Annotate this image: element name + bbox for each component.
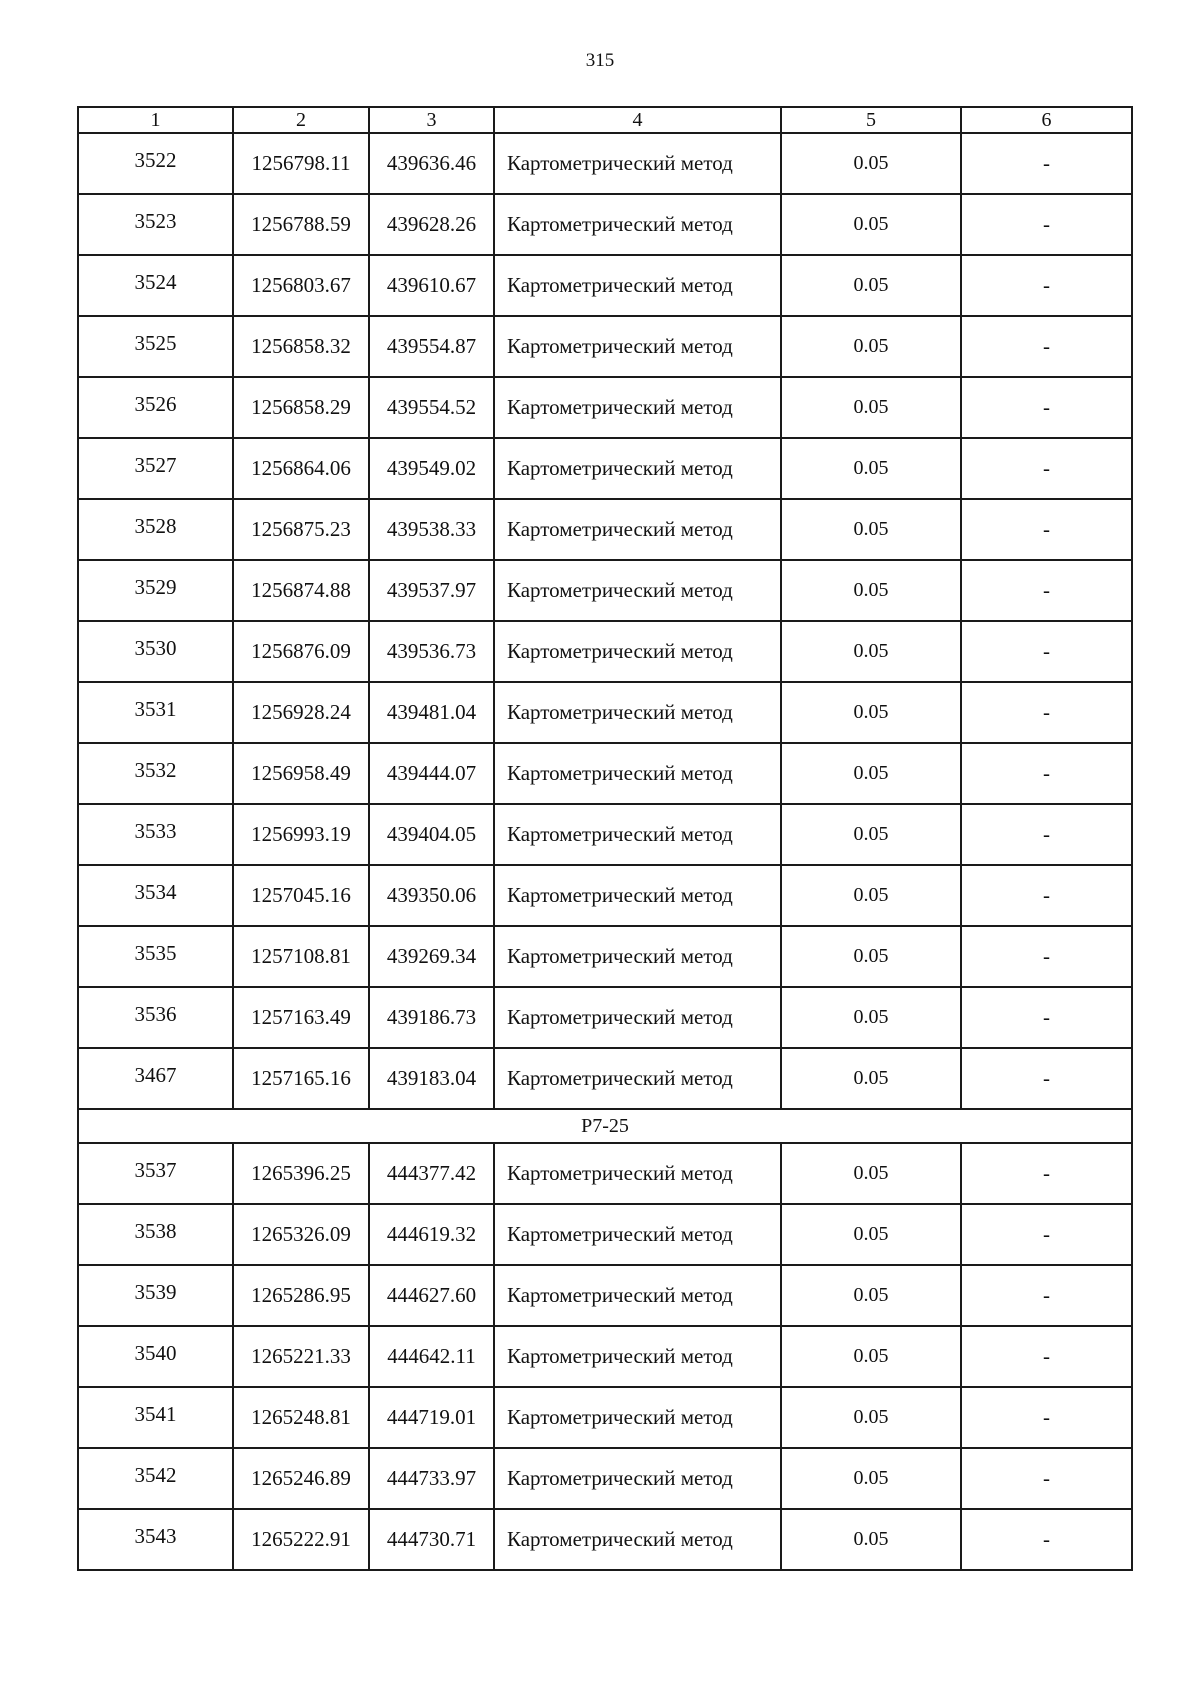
x-coordinate-cell: 1256874.88 xyxy=(233,560,369,621)
method-cell: Картометрический метод xyxy=(494,1143,781,1204)
y-coordinate-cell: 439404.05 xyxy=(369,804,494,865)
note-cell: - xyxy=(961,865,1132,926)
x-coordinate-cell: 1257163.49 xyxy=(233,987,369,1048)
section-title: Р7-25 xyxy=(78,1109,1132,1143)
y-coordinate-cell: 439610.67 xyxy=(369,255,494,316)
accuracy-cell: 0.05 xyxy=(781,987,961,1048)
note-cell: - xyxy=(961,1448,1132,1509)
accuracy-cell: 0.05 xyxy=(781,377,961,438)
x-coordinate-cell: 1265248.81 xyxy=(233,1387,369,1448)
column-header-2: 2 xyxy=(233,107,369,133)
y-coordinate-cell: 444642.11 xyxy=(369,1326,494,1387)
accuracy-cell: 0.05 xyxy=(781,1509,961,1570)
y-coordinate-cell: 444730.71 xyxy=(369,1509,494,1570)
y-coordinate-cell: 439554.87 xyxy=(369,316,494,377)
table-row xyxy=(78,194,1132,255)
y-coordinate-cell: 444619.32 xyxy=(369,1204,494,1265)
accuracy-cell: 0.05 xyxy=(781,1048,961,1109)
method-cell: Картометрический метод xyxy=(494,926,781,987)
note-cell: - xyxy=(961,682,1132,743)
y-coordinate-cell: 439186.73 xyxy=(369,987,494,1048)
accuracy-cell: 0.05 xyxy=(781,1143,961,1204)
table-row xyxy=(78,133,1132,194)
table-row xyxy=(78,438,1132,499)
method-cell: Картометрический метод xyxy=(494,1326,781,1387)
page-number: 315 xyxy=(585,50,615,71)
x-coordinate-cell: 1265246.89 xyxy=(233,1448,369,1509)
method-cell: Картометрический метод xyxy=(494,377,781,438)
accuracy-cell: 0.05 xyxy=(781,865,961,926)
y-coordinate-cell: 439537.97 xyxy=(369,560,494,621)
y-coordinate-cell: 439636.46 xyxy=(369,133,494,194)
accuracy-cell: 0.05 xyxy=(781,743,961,804)
method-cell: Картометрический метод xyxy=(494,1387,781,1448)
method-cell: Картометрический метод xyxy=(494,499,781,560)
note-cell: - xyxy=(961,1509,1132,1570)
accuracy-cell: 0.05 xyxy=(781,682,961,743)
table-body xyxy=(78,133,1132,1570)
x-coordinate-cell: 1256875.23 xyxy=(233,499,369,560)
x-coordinate-cell: 1256803.67 xyxy=(233,255,369,316)
accuracy-cell: 0.05 xyxy=(781,499,961,560)
x-coordinate-cell: 1256958.49 xyxy=(233,743,369,804)
x-coordinate-cell: 1256798.11 xyxy=(233,133,369,194)
point-number-cell: 3539 xyxy=(78,1265,233,1326)
accuracy-cell: 0.05 xyxy=(781,560,961,621)
table-row xyxy=(78,499,1132,560)
method-cell: Картометрический метод xyxy=(494,621,781,682)
method-cell: Картометрический метод xyxy=(494,1048,781,1109)
point-number-cell: 3534 xyxy=(78,865,233,926)
table-row xyxy=(78,1509,1132,1570)
section-row xyxy=(78,1109,1132,1143)
table-row xyxy=(78,377,1132,438)
point-number-cell: 3542 xyxy=(78,1448,233,1509)
y-coordinate-cell: 439444.07 xyxy=(369,743,494,804)
point-number-cell: 3538 xyxy=(78,1204,233,1265)
point-number-cell: 3533 xyxy=(78,804,233,865)
method-cell: Картометрический метод xyxy=(494,1448,781,1509)
table-row xyxy=(78,560,1132,621)
point-number-cell: 3527 xyxy=(78,438,233,499)
accuracy-cell: 0.05 xyxy=(781,255,961,316)
point-number-cell: 3524 xyxy=(78,255,233,316)
table-row xyxy=(78,1143,1132,1204)
note-cell: - xyxy=(961,1387,1132,1448)
x-coordinate-cell: 1265326.09 xyxy=(233,1204,369,1265)
method-cell: Картометрический метод xyxy=(494,1204,781,1265)
note-cell: - xyxy=(961,804,1132,865)
y-coordinate-cell: 439350.06 xyxy=(369,865,494,926)
point-number-cell: 3525 xyxy=(78,316,233,377)
header-row xyxy=(78,107,1132,133)
table-row xyxy=(78,621,1132,682)
table-row xyxy=(78,1048,1132,1109)
accuracy-cell: 0.05 xyxy=(781,926,961,987)
point-number-cell: 3536 xyxy=(78,987,233,1048)
x-coordinate-cell: 1257108.81 xyxy=(233,926,369,987)
note-cell: - xyxy=(961,1326,1132,1387)
column-header-6: 6 xyxy=(961,107,1132,133)
x-coordinate-cell: 1256858.32 xyxy=(233,316,369,377)
y-coordinate-cell: 444627.60 xyxy=(369,1265,494,1326)
method-cell: Картометрический метод xyxy=(494,987,781,1048)
column-header-5: 5 xyxy=(781,107,961,133)
point-number-cell: 3528 xyxy=(78,499,233,560)
note-cell: - xyxy=(961,1048,1132,1109)
accuracy-cell: 0.05 xyxy=(781,1326,961,1387)
accuracy-cell: 0.05 xyxy=(781,1448,961,1509)
point-number-cell: 3526 xyxy=(78,377,233,438)
accuracy-cell: 0.05 xyxy=(781,1387,961,1448)
method-cell: Картометрический метод xyxy=(494,194,781,255)
coordinates-table xyxy=(77,106,1133,1571)
point-number-cell: 3537 xyxy=(78,1143,233,1204)
y-coordinate-cell: 439269.34 xyxy=(369,926,494,987)
point-number-cell: 3535 xyxy=(78,926,233,987)
x-coordinate-cell: 1265222.91 xyxy=(233,1509,369,1570)
table-row xyxy=(78,987,1132,1048)
x-coordinate-cell: 1256876.09 xyxy=(233,621,369,682)
x-coordinate-cell: 1265286.95 xyxy=(233,1265,369,1326)
point-number-cell: 3541 xyxy=(78,1387,233,1448)
note-cell: - xyxy=(961,560,1132,621)
accuracy-cell: 0.05 xyxy=(781,1204,961,1265)
method-cell: Картометрический метод xyxy=(494,682,781,743)
method-cell: Картометрический метод xyxy=(494,255,781,316)
table-row xyxy=(78,804,1132,865)
point-number-cell: 3467 xyxy=(78,1048,233,1109)
note-cell: - xyxy=(961,743,1132,804)
note-cell: - xyxy=(961,316,1132,377)
table-row xyxy=(78,682,1132,743)
y-coordinate-cell: 444719.01 xyxy=(369,1387,494,1448)
y-coordinate-cell: 439481.04 xyxy=(369,682,494,743)
note-cell: - xyxy=(961,377,1132,438)
accuracy-cell: 0.05 xyxy=(781,1265,961,1326)
note-cell: - xyxy=(961,987,1132,1048)
x-coordinate-cell: 1265396.25 xyxy=(233,1143,369,1204)
accuracy-cell: 0.05 xyxy=(781,316,961,377)
y-coordinate-cell: 439536.73 xyxy=(369,621,494,682)
table-row xyxy=(78,926,1132,987)
table-row xyxy=(78,1265,1132,1326)
note-cell: - xyxy=(961,621,1132,682)
accuracy-cell: 0.05 xyxy=(781,438,961,499)
note-cell: - xyxy=(961,255,1132,316)
table-row xyxy=(78,1204,1132,1265)
method-cell: Картометрический метод xyxy=(494,1265,781,1326)
x-coordinate-cell: 1256928.24 xyxy=(233,682,369,743)
x-coordinate-cell: 1256993.19 xyxy=(233,804,369,865)
x-coordinate-cell: 1256858.29 xyxy=(233,377,369,438)
accuracy-cell: 0.05 xyxy=(781,194,961,255)
method-cell: Картометрический метод xyxy=(494,560,781,621)
point-number-cell: 3532 xyxy=(78,743,233,804)
y-coordinate-cell: 439628.26 xyxy=(369,194,494,255)
accuracy-cell: 0.05 xyxy=(781,621,961,682)
y-coordinate-cell: 444733.97 xyxy=(369,1448,494,1509)
method-cell: Картометрический метод xyxy=(494,316,781,377)
method-cell: Картометрический метод xyxy=(494,438,781,499)
note-cell: - xyxy=(961,1265,1132,1326)
table-row xyxy=(78,316,1132,377)
method-cell: Картометрический метод xyxy=(494,743,781,804)
x-coordinate-cell: 1256864.06 xyxy=(233,438,369,499)
note-cell: - xyxy=(961,438,1132,499)
method-cell: Картометрический метод xyxy=(494,865,781,926)
y-coordinate-cell: 439549.02 xyxy=(369,438,494,499)
accuracy-cell: 0.05 xyxy=(781,133,961,194)
note-cell: - xyxy=(961,926,1132,987)
x-coordinate-cell: 1257165.16 xyxy=(233,1048,369,1109)
table-row xyxy=(78,743,1132,804)
point-number-cell: 3540 xyxy=(78,1326,233,1387)
x-coordinate-cell: 1257045.16 xyxy=(233,865,369,926)
table-row xyxy=(78,865,1132,926)
table-row xyxy=(78,1448,1132,1509)
table-row xyxy=(78,1387,1132,1448)
note-cell: - xyxy=(961,133,1132,194)
x-coordinate-cell: 1256788.59 xyxy=(233,194,369,255)
column-header-4: 4 xyxy=(494,107,781,133)
point-number-cell: 3523 xyxy=(78,194,233,255)
table-row xyxy=(78,1326,1132,1387)
note-cell: - xyxy=(961,194,1132,255)
table-row xyxy=(78,255,1132,316)
point-number-cell: 3531 xyxy=(78,682,233,743)
y-coordinate-cell: 444377.42 xyxy=(369,1143,494,1204)
note-cell: - xyxy=(961,499,1132,560)
y-coordinate-cell: 439538.33 xyxy=(369,499,494,560)
x-coordinate-cell: 1265221.33 xyxy=(233,1326,369,1387)
point-number-cell: 3543 xyxy=(78,1509,233,1570)
column-header-1: 1 xyxy=(78,107,233,133)
note-cell: - xyxy=(961,1204,1132,1265)
method-cell: Картометрический метод xyxy=(494,133,781,194)
table-header xyxy=(78,107,1132,133)
note-cell: - xyxy=(961,1143,1132,1204)
y-coordinate-cell: 439554.52 xyxy=(369,377,494,438)
point-number-cell: 3530 xyxy=(78,621,233,682)
method-cell: Картометрический метод xyxy=(494,1509,781,1570)
method-cell: Картометрический метод xyxy=(494,804,781,865)
column-header-3: 3 xyxy=(369,107,494,133)
accuracy-cell: 0.05 xyxy=(781,804,961,865)
point-number-cell: 3529 xyxy=(78,560,233,621)
y-coordinate-cell: 439183.04 xyxy=(369,1048,494,1109)
point-number-cell: 3522 xyxy=(78,133,233,194)
